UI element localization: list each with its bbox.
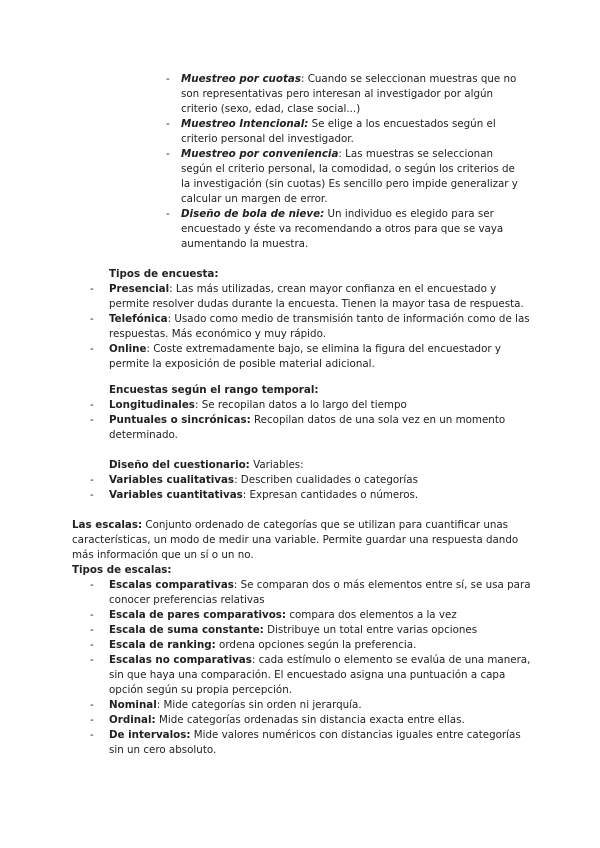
item-text: ordena opciones según la preferencia.: [215, 639, 417, 651]
list-item: [90, 282, 539, 312]
bullet-dash: -: [90, 624, 94, 636]
item-term: Online: [109, 343, 147, 355]
item-term: Escala de ranking:: [109, 639, 216, 651]
item-text: : Coste extremadamente bajo, se elimina la figura del encuestador y permite la exposición de posible material adicional.: [109, 343, 501, 370]
item-text: : Mide categorías sin orden ni jerarquía.: [156, 699, 362, 711]
list-item: [90, 728, 534, 758]
item-text: : Expresan cantidades o números.: [242, 489, 419, 501]
item-term: Escalas no comparativas: [109, 654, 252, 666]
bullet-dash: -: [90, 579, 94, 591]
list-item: [166, 117, 521, 147]
list-item: [90, 488, 519, 503]
item-text: Recopilan datos de una sola vez en un momento determinado.: [109, 414, 506, 441]
item-term: Escalas comparativas: [109, 579, 234, 591]
list-item: [90, 713, 534, 728]
item-term: Muestreo por conveniencia: [181, 148, 339, 160]
list-item: [90, 608, 534, 623]
item-term: Muestreo Intencional:: [181, 118, 309, 130]
item-term: Variables cuantitativas: [109, 489, 243, 501]
item-term: Escala de pares comparativos:: [109, 609, 287, 621]
bullet-dash: -: [90, 414, 94, 426]
bullet-dash: -: [90, 489, 94, 501]
list-item: [90, 312, 539, 342]
item-text: : Se recopilan datos a lo largo del tiempo: [194, 399, 407, 411]
temporal-heading: Encuestas según el rango temporal:: [109, 384, 319, 396]
list-item: [90, 578, 534, 608]
list-item: - Muestreo por conveniencia: Las muestras se seleccionan según el criterio personal, la comodidad, o según los criterios de la investigación (sin cuotas) Es sencillo pero impide generalizar y calcular un margen de error.: [166, 148, 518, 205]
item-text: : Las más utilizadas, crean mayor confianza en el encuestado y permite resolver dudas durante la encuesta. Tienen la mayor tasa de respuesta.: [109, 283, 524, 310]
survey-types-list: [90, 282, 539, 372]
item-text: Distribuye un total entre varias opciones: [263, 624, 478, 636]
item-text: Un individuo es elegido para ser encuestado y éste va recomendando a otros para que se vaya aumentando la muestra.: [181, 208, 504, 250]
scales-text: Conjunto ordenado de categorías que se utilizan para cuantificar unas características, un modo de medir una variable. Permite guardar una respuesta dando más información que un sí o un no.: [72, 519, 519, 561]
bullet-dash: -: [90, 639, 94, 651]
item-text: Mide valores numéricos con distancias iguales entre categorías sin un cero absoluto.: [109, 729, 521, 756]
list-item: [90, 638, 534, 653]
list-item: [90, 623, 534, 638]
bullet-dash: -: [166, 73, 170, 85]
list-item: [90, 473, 519, 488]
item-text: : Usado como medio de transmisión tanto de información como de las respuestas. Más económico y muy rápido.: [109, 313, 530, 340]
bullet-dash: -: [90, 343, 94, 355]
scales-paragraph: [72, 518, 527, 563]
item-term: Longitudinales: [109, 399, 195, 411]
bullet-dash: -: [90, 654, 94, 666]
bullet-dash: -: [90, 313, 94, 325]
list-item: [166, 207, 521, 252]
item-term: Escala de suma constante:: [109, 624, 264, 636]
item-term: Muestreo por cuotas: [181, 73, 301, 85]
temporal-list: [90, 398, 519, 443]
questionnaire-list: [90, 473, 519, 503]
item-term: Variables cualitativas: [109, 474, 235, 486]
item-text: : cada estímulo o elemento se evalúa de una manera, sin que haya una comparación. El encuestado asigna una puntuación a capa opción según su propia percepción.: [109, 654, 531, 696]
item-text: compara dos elementos a la vez: [286, 609, 457, 621]
bullet-dash: -: [90, 283, 94, 295]
item-term: Diseño de bola de nieve:: [181, 208, 325, 220]
sampling-list: [166, 72, 521, 252]
list-item: [90, 413, 519, 443]
item-term: De intervalos:: [109, 729, 191, 741]
scale-types-heading: Tipos de escalas:: [72, 564, 172, 576]
item-text: Cuando se seleccionan muestras que no son representativas pero interesan al investigador por algún criterio (sexo, edad, clase social...): [181, 73, 517, 115]
bullet-dash: -: [166, 208, 170, 220]
bullet-dash: -: [90, 399, 94, 411]
bullet-dash: -: [166, 118, 170, 130]
item-term: Nominal: [109, 699, 157, 711]
bullet-dash: -: [166, 148, 170, 160]
item-text: Las muestras se seleccionan según el criterio personal, la comodidad, o según los criterios de la investigación (sin cuotas) Es sencillo pero impide generalizar y calcular un margen de error.: [181, 148, 518, 205]
list-item: [90, 698, 534, 713]
scale-types-list: [90, 578, 534, 758]
list-item: [90, 342, 539, 372]
bullet-dash: -: [90, 699, 94, 711]
list-item: - Muestreo por cuotas: Cuando se seleccionan muestras que no son representativas pero interesan al investigador por algún criterio (sexo, edad, clase social...): [166, 73, 517, 115]
questionnaire-heading: Diseño del cuestionario: Variables:: [109, 459, 304, 471]
item-term: Ordinal:: [109, 714, 156, 726]
scales-term: Las escalas:: [72, 519, 143, 531]
list-item: [90, 653, 534, 698]
item-term: Presencial: [109, 283, 170, 295]
survey-types-heading: Tipos de encuesta:: [109, 268, 219, 280]
item-text: : Describen cualidades o categorías: [234, 474, 418, 486]
item-text: Se elige a los encuestados según el criterio personal del investigador.: [181, 118, 496, 145]
bullet-dash: -: [90, 609, 94, 621]
item-text: : Se comparan dos o más elementos entre sí, se usa para conocer preferencias relativas: [109, 579, 531, 606]
item-term: Telefónica: [109, 313, 168, 325]
bullet-dash: -: [90, 714, 94, 726]
bullet-dash: -: [90, 474, 94, 486]
list-item: [90, 398, 519, 413]
item-term: Puntuales o sincrónicas:: [109, 414, 251, 426]
item-text: Mide categorías ordenadas sin distancia exacta entre ellas.: [155, 714, 465, 726]
bullet-dash: -: [90, 729, 94, 741]
